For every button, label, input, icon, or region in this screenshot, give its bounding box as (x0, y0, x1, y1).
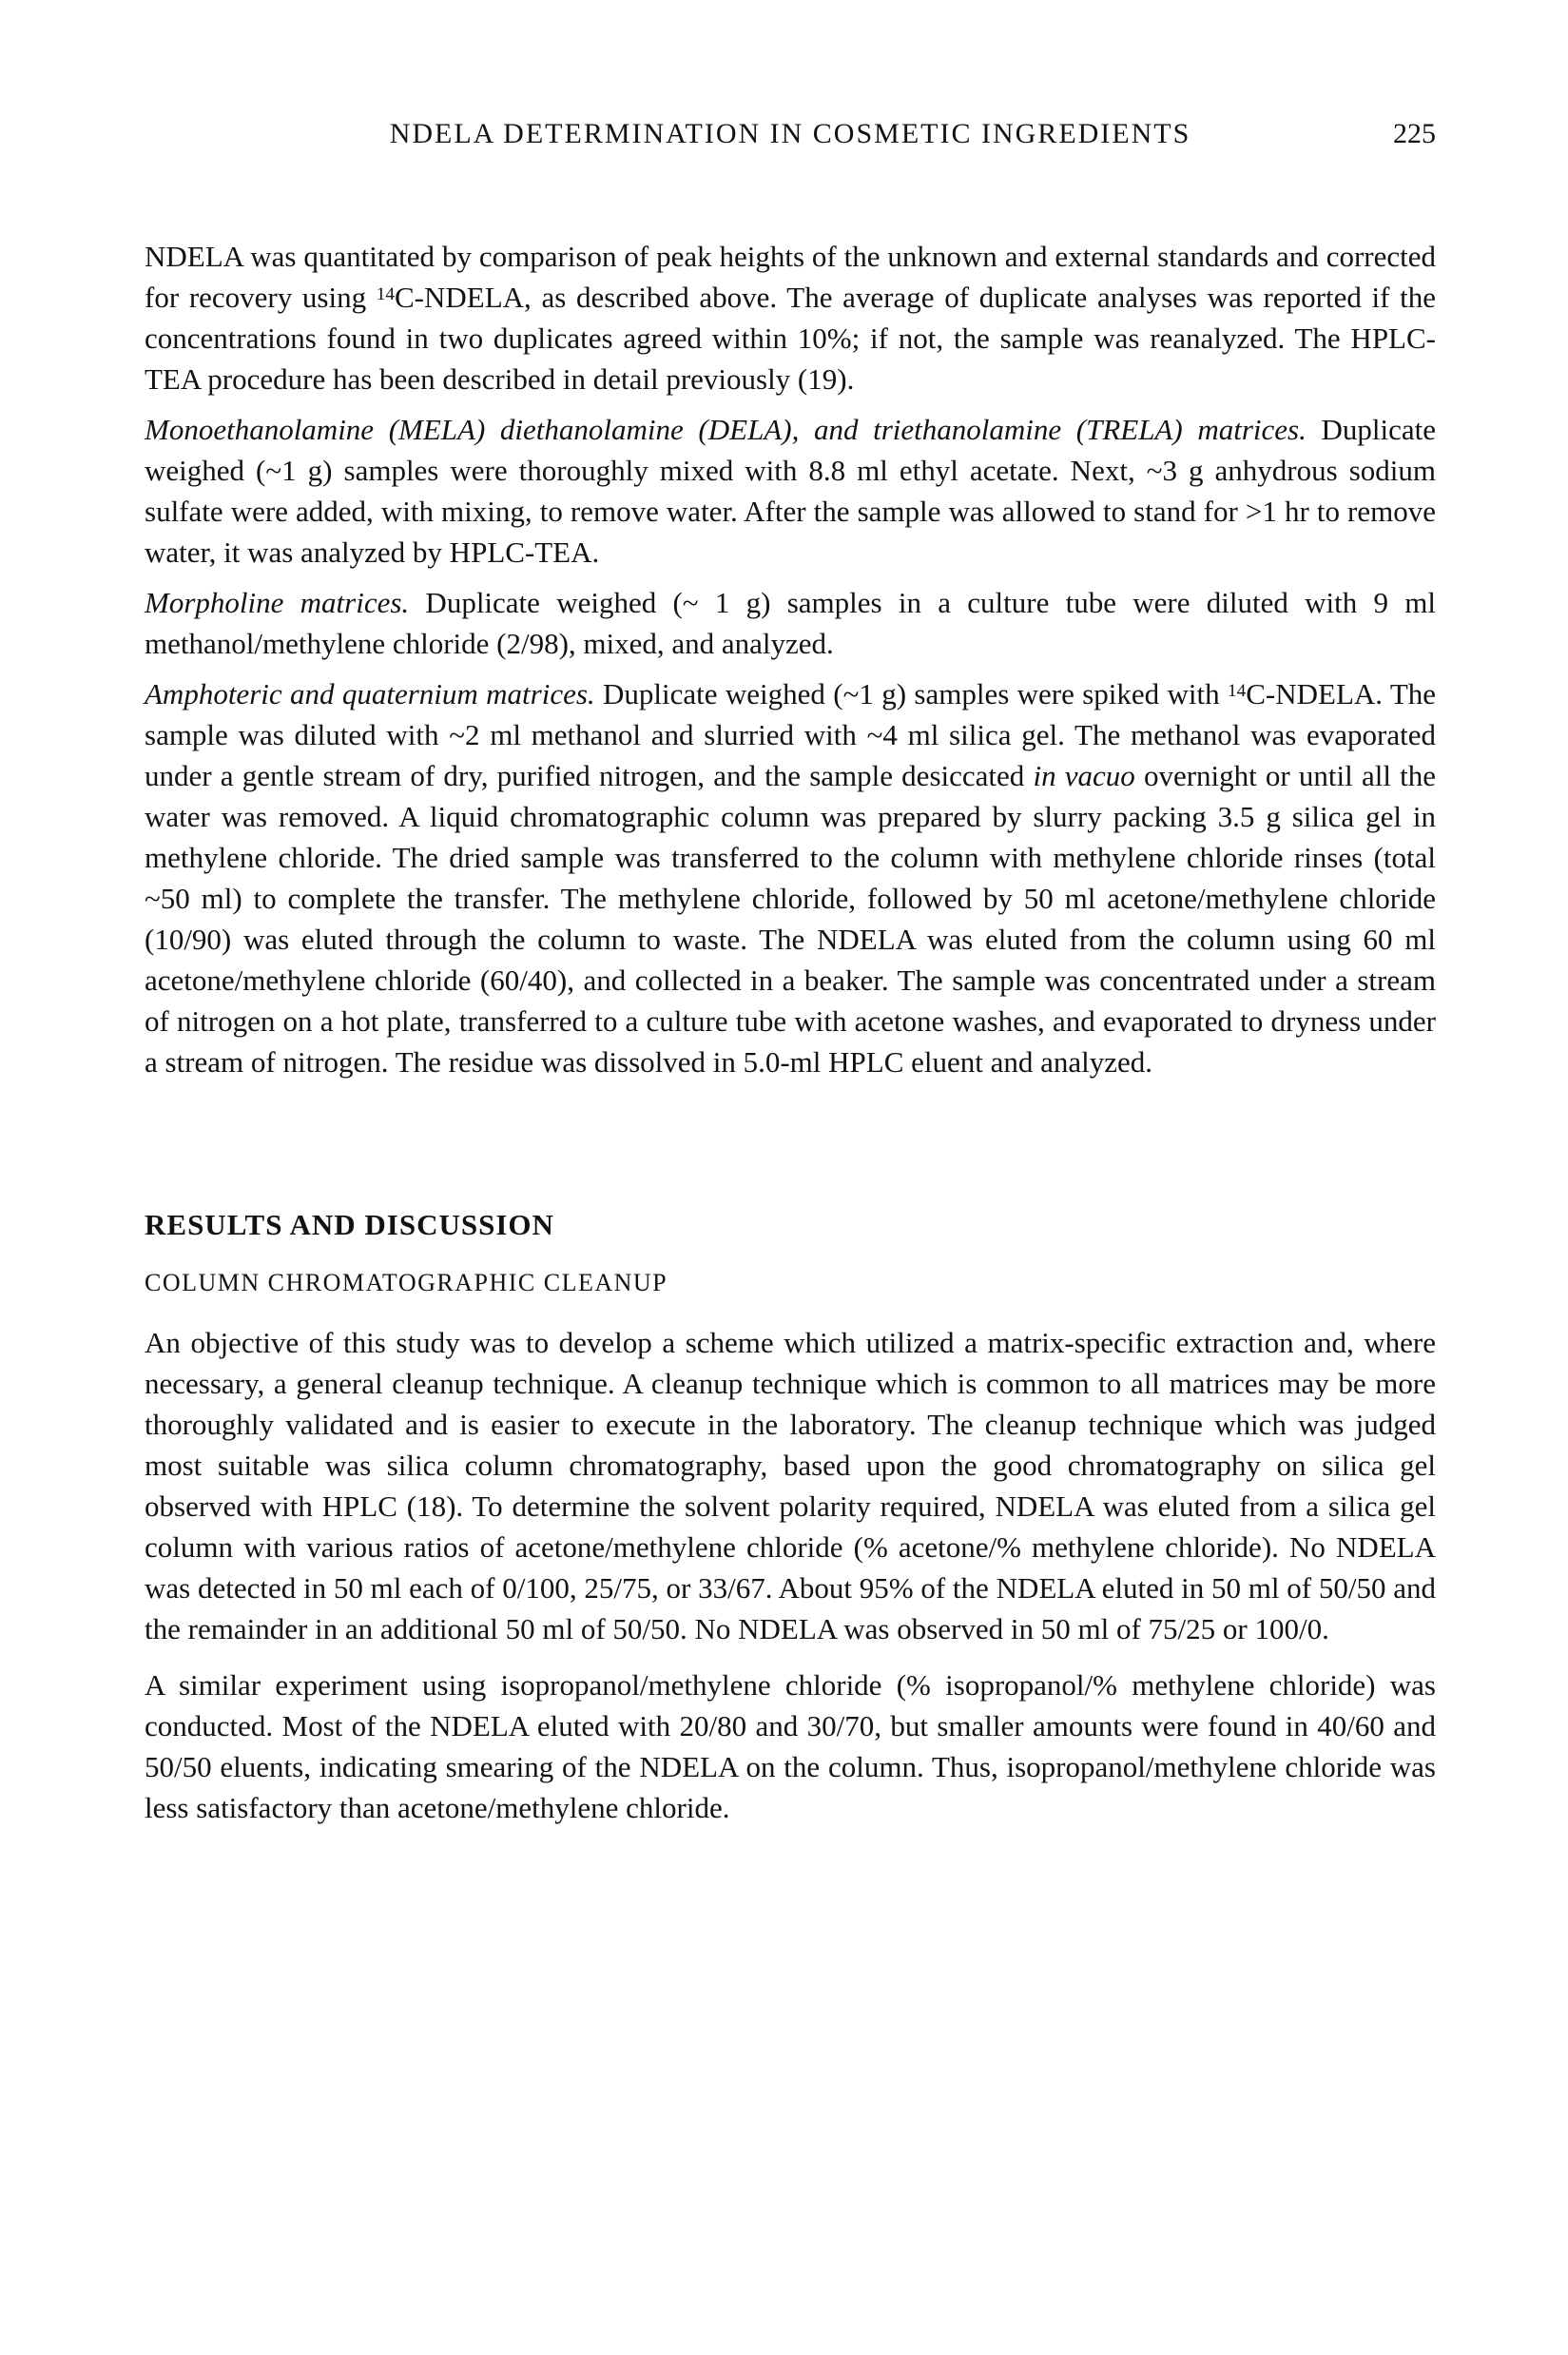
paragraph-isopropanol-experiment-text: A similar experiment using isopropanol/methylene chloride (% isopropanol/% methylene chloride) was conducted. Most of the NDELA eluted with 20/80 and 30/70, but smaller amounts were found in 40/60 and 50/50 eluents, indicating smearing of the NDELA on the column. Thus, isopropanol/methylene chloride was less satisfactory than acetone/methylene chloride. (145, 1668, 1436, 1824)
paragraph-cleanup-objective-text: An objective of this study was to develop a scheme which utilized a matrix-specific extraction and, where necessary, a general cleanup technique. A cleanup technique which is common to all matrices may be more thoroughly validated and is easier to execute in the laboratory. The cleanup technique which was judged most suitable was silica column chromatography, based upon the good chromatography on silica gel observed with HPLC (18). To determine the solvent polarity required, NDELA was eluted from a silica gel column with various ratios of acetone/methylene chloride (% acetone/% methylene chloride). No NDELA was detected in 50 ml each of 0/100, 25/75, or 33/67. About 95% of the NDELA eluted in 50 ml of 50/50 and the remainder in an additional 50 ml of 50/50. No NDELA was observed in 50 ml of 75/25 or 100/0. (145, 1326, 1436, 1645)
article-body (145, 236, 1436, 1828)
paragraph-amphoteric-seg3: overnight or until all the water was removed. A liquid chromatographic column was prepared by slurry packing 3.5 g silica gel in methylene chloride. The dried sample was transferred to the column with methylene chloride rinses (total ~50 ml) to complete the transfer. The methylene chloride, followed by 50 ml acetone/methylene chloride (10/90) was eluted through the column to waste. The NDELA was eluted from the column using 60 ml acetone/methylene chloride (60/40), and collected in a beaker. The sample was concentrated under a stream of nitrogen on a hot plate, transferred to a culture tube with acetone washes, and evaporated to dryness under a stream of nitrogen. The residue was dissolved in 5.0-ml HPLC eluent and analyzed. (145, 759, 1436, 1079)
paragraph-mela-dela-trela-matrices (145, 409, 1436, 573)
page-content (145, 0, 1436, 1828)
superscript-14: 14 (376, 283, 395, 304)
paragraph-morpholine-text: Duplicate weighed (~ 1 g) samples in a culture tube were diluted with 9 ml methanol/methylene chloride (2/98), mixed, and analyzed. (145, 586, 1436, 660)
paragraph-amphoteric-seg2: C-NDELA. The sample was diluted with ~2 ml methanol and slurried with ~4 ml silica gel. The methanol was evaporated under a gentle stream of dry, purified nitrogen, and the sample desiccated (145, 677, 1437, 792)
paragraph-quantitation (145, 236, 1436, 399)
paragraph-mela-dela-trela-text: Duplicate weighed (~1 g) samples were thoroughly mixed with 8.8 ml ethyl acetate. Next, ~3 g anhydrous sodium sulfate were added, with mixing, to remove water. After the sample was allowed to stand for >1 hr to remove water, it was analyzed by HPLC-TEA. (145, 413, 1436, 569)
page-number: 225 (1393, 118, 1436, 149)
run-in-heading-amphoteric: Amphoteric and quaternium matrices. (145, 677, 595, 710)
subsection-heading-column-chromatographic-cleanup: COLUMN CHROMATOGRAPHIC CLEANUP (145, 1269, 668, 1296)
paragraph-isopropanol-experiment (145, 1664, 1436, 1828)
italic-in-vacuo: in vacuo (1033, 759, 1135, 792)
paragraph-cleanup-objective (145, 1322, 1436, 1649)
superscript-14: 14 (1228, 680, 1247, 701)
section-heading-results-and-discussion: RESULTS AND DISCUSSION (145, 1208, 554, 1241)
paragraph-quantitation-seg2: C-NDELA, as described above. The average of duplicate analyses was reported if the concentrations found in two duplicates agreed within 10%; if not, the sample was reanalyzed. The HPLC-TEA procedure has been described in detail previously (19). (145, 281, 1437, 396)
running-title: NDELA DETERMINATION IN COSMETIC INGREDIENTS (389, 118, 1191, 149)
paragraph-quantitation-seg1: NDELA was quantitated by comparison of peak heights of the unknown and external standards and corrected for recovery using (145, 240, 1436, 314)
paragraph-amphoteric-seg1: Duplicate weighed (~1 g) samples were spiked with (594, 677, 1229, 710)
running-header (145, 118, 1436, 156)
paragraph-amphoteric-quaternium-matrices (145, 673, 1436, 1082)
run-in-heading-mela-dela-trela: Monoethanolamine (MELA) diethanolamine (DELA), and triethanolamine (TRELA) matrices. (145, 413, 1307, 446)
run-in-heading-morpholine: Morpholine matrices. (145, 586, 410, 619)
paragraph-morpholine-matrices (145, 582, 1436, 664)
